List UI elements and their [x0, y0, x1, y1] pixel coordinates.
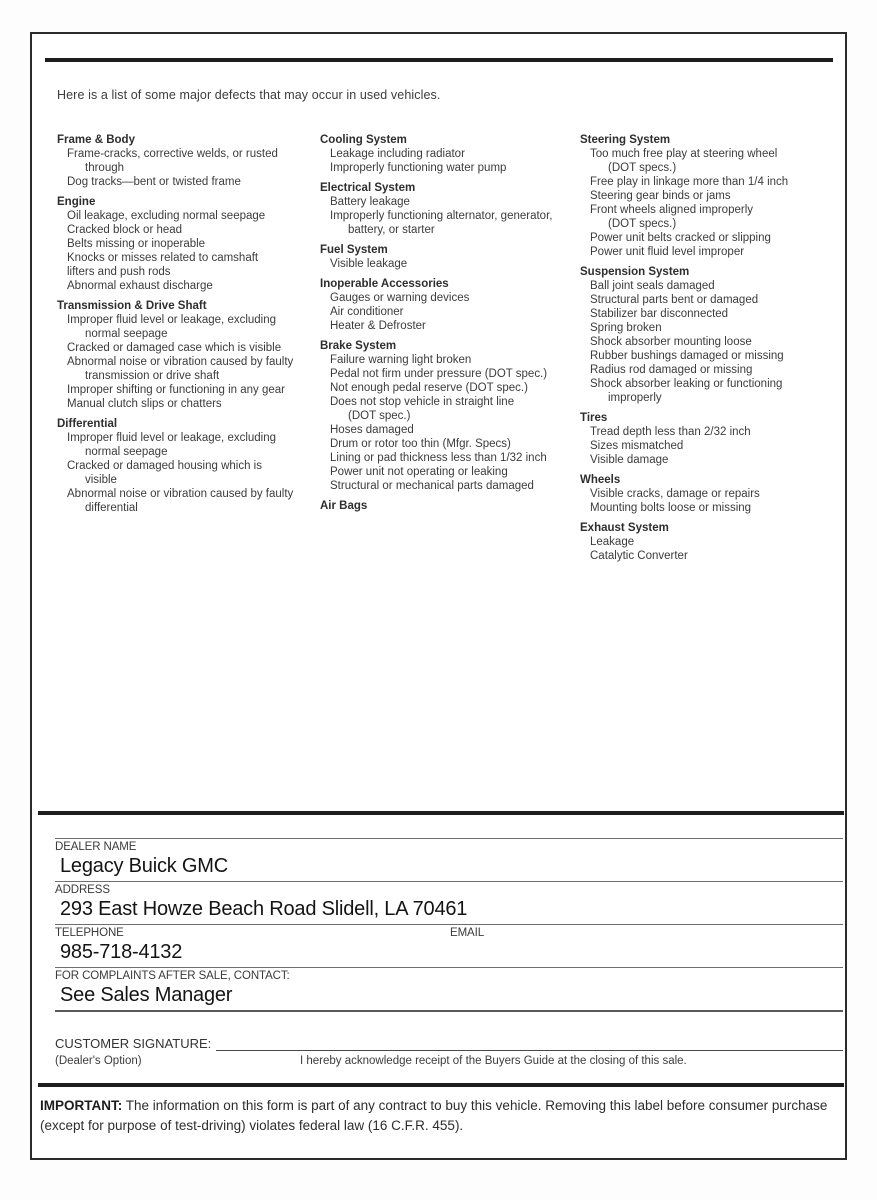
- defect-section-heading: Transmission & Drive Shaft: [57, 300, 207, 312]
- defect-item-line: Power unit not operating or leaking: [330, 466, 508, 478]
- address-value: 293 East Howze Beach Road Slidell, LA 70461: [60, 898, 468, 920]
- defect-item-line: battery, or starter: [348, 224, 435, 236]
- defect-item-line: Pedal not firm under pressure (DOT spec.): [330, 368, 548, 380]
- defect-section-heading: Cooling System: [320, 134, 407, 146]
- defect-section: [57, 299, 320, 411]
- acknowledgment-text: I hereby acknowledge receipt of the Buyers Guide at the closing of this sale.: [300, 1055, 687, 1067]
- defect-section-heading: Tires: [580, 412, 608, 424]
- defect-section: [580, 265, 840, 405]
- bottom-rule-bar: [38, 1083, 844, 1087]
- defect-section: [57, 417, 320, 515]
- dealer-name-value: Legacy Buick GMC: [60, 855, 228, 877]
- telephone-label: TELEPHONE: [55, 927, 124, 939]
- defect-item-line: through: [85, 162, 125, 174]
- defect-item-line: normal seepage: [85, 328, 168, 340]
- defect-section: [320, 339, 580, 493]
- defect-item-line: transmission or drive shaft: [85, 370, 220, 382]
- dealer-name-label: DEALER NAME: [55, 841, 137, 853]
- defect-section: [57, 195, 320, 293]
- address-row: [55, 881, 843, 924]
- defect-item-line: Cracked block or head: [67, 224, 183, 236]
- defect-item-line: Does not stop vehicle in straight line: [330, 396, 515, 408]
- defect-section-heading: Air Bags: [320, 500, 368, 512]
- defect-section-heading: Fuel System: [320, 244, 388, 256]
- defect-item-line: (DOT specs.): [608, 218, 677, 230]
- important-text: The information on this form is part of any contract to buy this vehicle. Removing this label before consumer purchase (except for purpose of test-driving) violates federal law (16 C.F.R. 455).: [40, 1098, 828, 1133]
- intro-sentence: Here is a list of some major defects that may occur in used vehicles.: [57, 88, 441, 102]
- defect-item-line: Shock absorber leaking or functioning: [590, 378, 783, 390]
- defect-section-heading: Wheels: [580, 474, 621, 486]
- defect-column-2: [320, 133, 580, 569]
- defect-item-line: Catalytic Converter: [590, 550, 688, 562]
- defect-item-line: Not enough pedal reserve (DOT spec.): [330, 382, 528, 394]
- defect-item-line: Cracked or damaged case which is visible: [67, 342, 282, 354]
- defect-item-line: Power unit fluid level improper: [590, 246, 745, 258]
- defect-item-line: Too much free play at steering wheel: [590, 148, 778, 160]
- defect-section: [580, 521, 840, 563]
- top-rule-bar: [45, 58, 833, 62]
- defect-item-line: Abnormal noise or vibration caused by faulty: [67, 488, 294, 500]
- important-label: IMPORTANT:: [40, 1098, 123, 1113]
- defect-item-line: Tread depth less than 2/32 inch: [590, 426, 751, 438]
- defect-item-line: Structural parts bent or damaged: [590, 294, 759, 306]
- defect-section-heading: Engine: [57, 196, 96, 208]
- defect-section-heading: Frame & Body: [57, 134, 135, 146]
- defect-item-line: Oil leakage, excluding normal seepage: [67, 210, 266, 222]
- dealers-option-note: (Dealer's Option): [55, 1055, 142, 1067]
- important-notice: [40, 1096, 837, 1136]
- defect-item-line: Front wheels aligned improperly: [590, 204, 753, 216]
- defect-section-heading: Exhaust System: [580, 522, 669, 534]
- defect-item-line: Improperly functioning water pump: [330, 162, 507, 174]
- defect-item-line: Improperly functioning alternator, generator,: [330, 210, 553, 222]
- defect-section: [580, 411, 840, 467]
- signature-section: [55, 1036, 843, 1067]
- defect-item-line: Improper fluid level or leakage, excluding: [67, 432, 277, 444]
- telephone-email-row: [55, 924, 843, 967]
- defect-item-line: Heater & Defroster: [330, 320, 426, 332]
- dealer-info-form: [55, 838, 843, 1012]
- defect-item-line: Lining or pad thickness less than 1/32 inch: [330, 452, 547, 464]
- email-label: EMAIL: [450, 927, 485, 939]
- defect-item-line: Structural or mechanical parts damaged: [330, 480, 534, 492]
- defect-item-line: Mounting bolts loose or missing: [590, 502, 752, 514]
- defect-item-line: Visible damage: [590, 454, 669, 466]
- defect-section: [320, 499, 580, 513]
- defect-item-line: Frame-cracks, corrective welds, or rusted: [67, 148, 278, 160]
- defect-section-heading: Inoperable Accessories: [320, 278, 449, 290]
- defect-section-heading: Suspension System: [580, 266, 690, 278]
- complaints-contact-value: See Sales Manager: [60, 984, 233, 1006]
- defect-item-line: Hoses damaged: [330, 424, 414, 436]
- defect-section: [580, 133, 840, 259]
- dealer-name-row: [55, 838, 843, 881]
- defect-item-line: Leakage including radiator: [330, 148, 465, 160]
- defect-item-line: visible: [85, 474, 117, 486]
- defect-item-line: Steering gear binds or jams: [590, 190, 731, 202]
- defect-item-line: Ball joint seals damaged: [590, 280, 715, 292]
- defect-section-heading: Brake System: [320, 340, 397, 352]
- defect-item-line: Sizes mismatched: [590, 440, 684, 452]
- defect-item-line: Failure warning light broken: [330, 354, 472, 366]
- defect-item-line: lifters and push rods: [67, 266, 171, 278]
- defect-item-line: Manual clutch slips or chatters: [67, 398, 222, 410]
- defect-item-line: improperly: [608, 392, 662, 404]
- telephone-value: 985-718-4132: [60, 941, 183, 963]
- defect-column-1: [57, 133, 320, 569]
- defect-section-heading: Differential: [57, 418, 118, 430]
- signature-line: [216, 1037, 843, 1051]
- defects-list: [57, 133, 840, 569]
- defect-item-line: Abnormal exhaust discharge: [67, 280, 213, 292]
- defect-section-heading: Electrical System: [320, 182, 416, 194]
- defect-item-line: Knocks or misses related to camshaft: [67, 252, 259, 264]
- defect-item-line: Abnormal noise or vibration caused by faulty: [67, 356, 294, 368]
- defect-item-line: Cracked or damaged housing which is: [67, 460, 262, 472]
- defect-section: [57, 133, 320, 189]
- defect-section: [320, 181, 580, 237]
- defect-column-3: [580, 133, 840, 569]
- defect-item-line: Dog tracks—bent or twisted frame: [67, 176, 241, 188]
- defect-section: [320, 243, 580, 271]
- defect-item-line: Improper shifting or functioning in any gear: [67, 384, 285, 396]
- complaints-contact-label: FOR COMPLAINTS AFTER SALE, CONTACT:: [55, 970, 290, 982]
- defect-item-line: Shock absorber mounting loose: [590, 336, 752, 348]
- defect-section: [320, 277, 580, 333]
- defect-item-line: Battery leakage: [330, 196, 410, 208]
- defect-item-line: Power unit belts cracked or slipping: [590, 232, 771, 244]
- defect-item-line: Visible cracks, damage or repairs: [590, 488, 760, 500]
- defect-item-line: Drum or rotor too thin (Mfgr. Specs): [330, 438, 511, 450]
- defect-section: [320, 133, 580, 175]
- defect-item-line: differential: [85, 502, 138, 514]
- defect-item-line: Gauges or warning devices: [330, 292, 470, 304]
- defect-item-line: Belts missing or inoperable: [67, 238, 206, 250]
- defect-item-line: Stabilizer bar disconnected: [590, 308, 729, 320]
- defect-section: [580, 473, 840, 515]
- defect-item-line: Radius rod damaged or missing: [590, 364, 753, 376]
- middle-rule-bar: [38, 811, 844, 815]
- complaints-contact-row: [55, 967, 843, 1012]
- defect-item-line: Leakage: [590, 536, 635, 548]
- defect-item-line: Improper fluid level or leakage, excluding: [67, 314, 277, 326]
- address-label: ADDRESS: [55, 884, 110, 896]
- defect-item-line: Spring broken: [590, 322, 662, 334]
- defect-item-line: Air conditioner: [330, 306, 404, 318]
- customer-signature-label: CUSTOMER SIGNATURE:: [55, 1036, 212, 1051]
- defect-item-line: Free play in linkage more than 1/4 inch: [590, 176, 789, 188]
- defect-section-heading: Steering System: [580, 134, 671, 146]
- defect-item-line: (DOT spec.): [348, 410, 411, 422]
- defect-item-line: Rubber bushings damaged or missing: [590, 350, 784, 362]
- defect-item-line: normal seepage: [85, 446, 168, 458]
- defect-item-line: Visible leakage: [330, 258, 408, 270]
- defect-item-line: (DOT specs.): [608, 162, 677, 174]
